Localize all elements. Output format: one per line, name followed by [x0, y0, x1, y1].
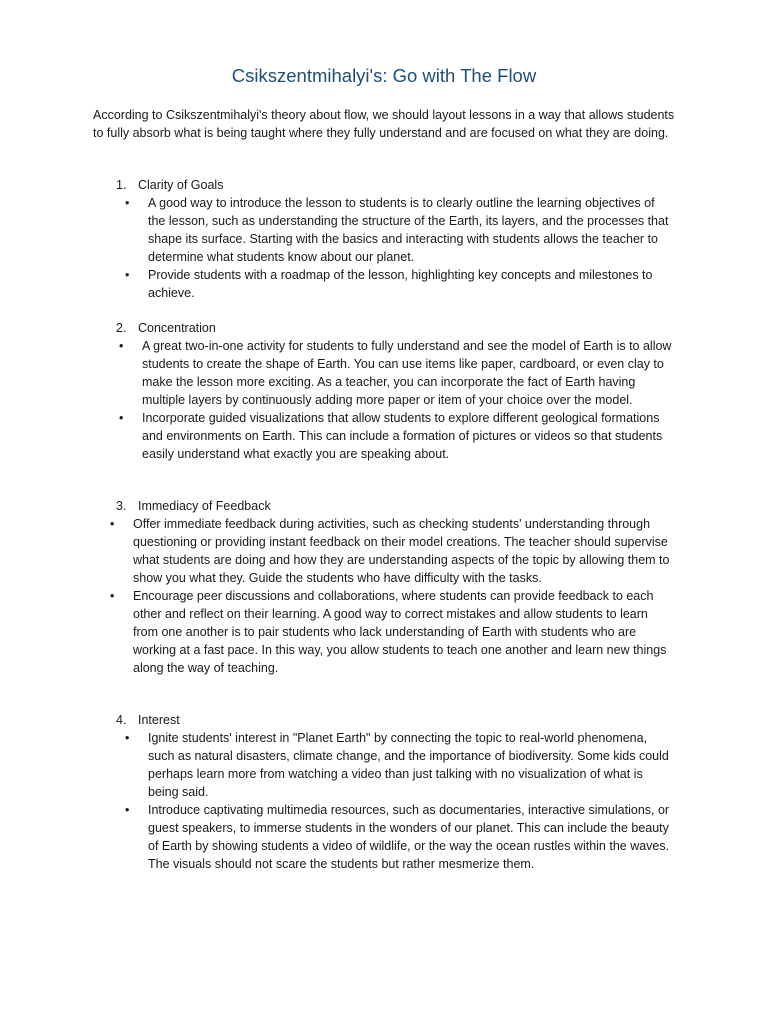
- list-item: [125, 801, 673, 873]
- list-item-text: Introduce captivating multimedia resources, such as documentaries, interactive simulations, or guest speakers, to immerse students in the wonders of our planet. This can include the beauty of Earth by showing students a video of wildlife, or the way the ocean rustles within the waves. The visuals should not scare the students but rather mesmerize them.: [148, 803, 670, 871]
- section-title: Interest: [138, 713, 180, 727]
- bullet-icon: •: [119, 411, 124, 425]
- bullet-icon: •: [125, 731, 130, 745]
- section-title: Immediacy of Feedback: [138, 499, 271, 513]
- list-item: [125, 729, 673, 801]
- list-item: [110, 587, 676, 677]
- list-item: [125, 194, 673, 266]
- list-item-text: Offer immediate feedback during activities, such as checking students' understanding through questioning or providing instant feedback on their model creations. The teacher should supervise what students are doing and how they are understanding aspects of the topic by allowing them to show you what they. Guide the students who have difficulty with the tasks.: [133, 517, 670, 585]
- page-title: Csikszentmihalyi's: Go with The Flow: [231, 65, 537, 86]
- bullet-list-clarity-of-goals: [125, 194, 673, 302]
- list-item: [110, 515, 676, 587]
- section-heading-immediacy-of-feedback: [116, 497, 271, 515]
- bullet-list-immediacy-of-feedback: [110, 515, 676, 677]
- bullet-icon: •: [125, 803, 130, 817]
- bullet-list-interest: [125, 729, 673, 873]
- list-item: [119, 337, 676, 409]
- section-number: 4.: [116, 713, 127, 727]
- bullet-icon: •: [110, 589, 115, 603]
- intro-paragraph: According to Csikszentmihalyi's theory about flow, we should layout lessons in a way that allows students to fully absorb what is being taught where they fully understand and are focused on what they are doing.: [93, 108, 675, 140]
- list-item-text: Encourage peer discussions and collaborations, where students can provide feedback to each other and reflect on their learning. A good way to correct mistakes and allow students to learn from one another is to pair students who lack understanding of Earth with students who are working at a fast pace. In this way, you allow students to teach one another and learn new things along the way of teaching.: [133, 589, 667, 675]
- bullet-icon: •: [125, 268, 130, 282]
- section-number: 2.: [116, 321, 127, 335]
- list-item-text: Provide students with a roadmap of the lesson, highlighting key concepts and milestones to achieve.: [148, 268, 653, 300]
- list-item-text: Ignite students' interest in "Planet Earth" by connecting the topic to real-world phenomena, such as natural disasters, climate change, and the importance of biodiversity. Some kids could perhaps learn more from watching a video than just talking with no visualization of what is being said.: [148, 731, 669, 799]
- section-heading-clarity-of-goals: [116, 176, 223, 194]
- list-item-text: A good way to introduce the lesson to students is to clearly outline the learning objectives of the lesson, such as understanding the structure of the Earth, its layers, and the processes that shape its surface. Starting with the basics and interacting with students allows the teacher to determine what students know about our planet.: [148, 196, 669, 264]
- section-heading-interest: [116, 711, 180, 729]
- section-number: 1.: [116, 178, 127, 192]
- bullet-icon: •: [119, 339, 124, 353]
- section-number: 3.: [116, 499, 127, 513]
- list-item-text: Incorporate guided visualizations that allow students to explore different geological formations and environments on Earth. This can include a formation of pictures or videos so that students easily understand what exactly you are speaking about.: [142, 411, 663, 461]
- section-title: Concentration: [138, 321, 216, 335]
- list-item: [125, 266, 673, 302]
- bullet-list-concentration: [119, 337, 676, 463]
- bullet-icon: •: [110, 517, 115, 531]
- section-heading-concentration: [116, 319, 216, 337]
- bullet-icon: •: [125, 196, 130, 210]
- section-title: Clarity of Goals: [138, 178, 224, 192]
- list-item-text: A great two-in-one activity for students to fully understand and see the model of Earth is to allow students to create the shape of Earth. You can use items like paper, cardboard, or even clay to make the lesson more exciting. As a teacher, you can incorporate the fact of Earth having multiple layers by continuously adding more paper or item of your choice over the model.: [142, 339, 672, 407]
- list-item: [119, 409, 676, 463]
